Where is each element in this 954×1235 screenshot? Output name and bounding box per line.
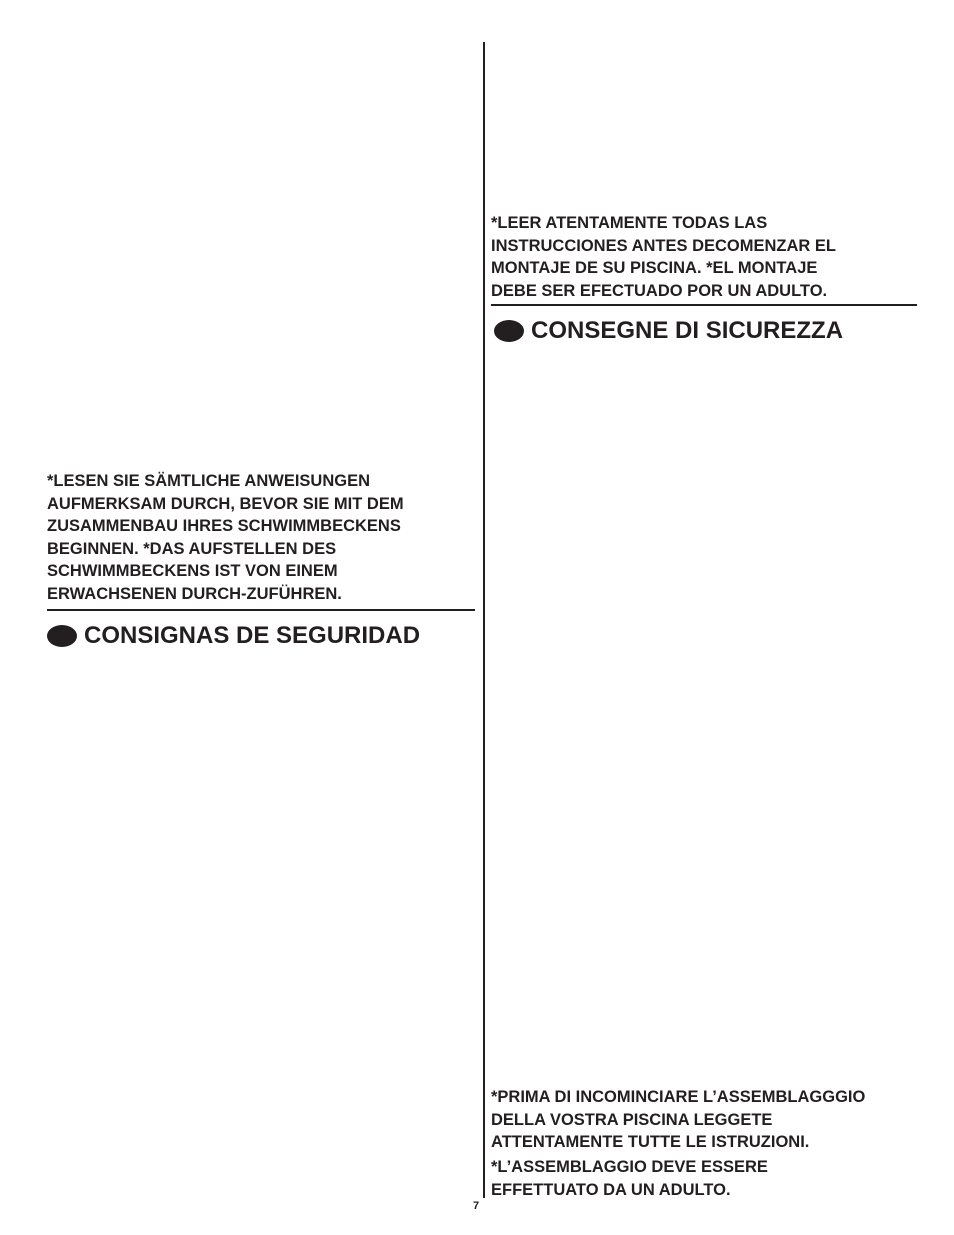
spanish-heading-text: CONSIGNAS DE SEGURIDAD xyxy=(84,622,421,649)
italian-safety-heading xyxy=(494,317,843,345)
page-number: 7 xyxy=(473,1200,480,1212)
section-rule-right xyxy=(491,304,917,306)
spanish-safety-notice: *LEER ATENTAMENTE TODAS LAS INSTRUCCIONES ANTES DECOMENZAR EL MONTAJE DE SU PISCINA. *EL MONTAJE DEBE SER EFECTUADO POR UN ADULTO. xyxy=(491,214,836,300)
filled-oval-bullet-icon xyxy=(47,625,77,647)
filled-oval-bullet-icon xyxy=(494,320,524,342)
german-safety-notice: *LESEN SIE SÄMTLICHE ANWEISUNGEN AUFMERKSAM DURCH, BEVOR SIE MIT DEM ZUSAMMENBAU IHRES SCHWIMMBECKENS BEGINNEN. *DAS AUFSTELLEN DES SCHWIMMBECKENS IST VON EINEM ERWACHSENEN DURCH-ZUFÜHREN. xyxy=(47,472,404,603)
italian-safety-notice-reading: *PRIMA DI INCOMINCIARE L’ASSEMBLAGGGIO DELLA VOSTRA PISCINA LEGGETE ATTENTAMENTE TUTTE LE ISTRUZIONI. xyxy=(491,1088,866,1151)
italian-safety-notice-adult: *L’ASSEMBLAGGIO DEVE ESSERE EFFETTUATO DA UN ADULTO. xyxy=(491,1158,768,1199)
spanish-safety-heading xyxy=(47,622,420,650)
column-divider xyxy=(483,42,485,1198)
italian-heading-text: CONSEGNE DI SICUREZZA xyxy=(531,317,844,344)
section-rule-left xyxy=(47,609,475,611)
